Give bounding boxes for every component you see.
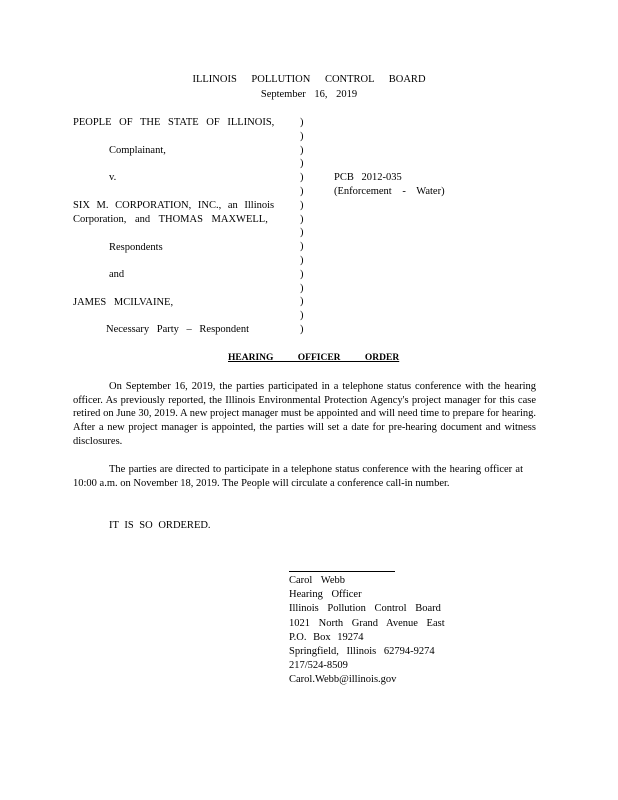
respondents-line2: Corporation, and THOMAS MAXWELL, xyxy=(73,214,268,225)
agency-heading: ILLINOIS POLLUTION CONTROL BOARD xyxy=(192,74,426,85)
signer-address1: 1021 North Grand Avenue East xyxy=(289,617,445,629)
signer-title: Hearing Officer xyxy=(289,589,362,601)
versus-label: v. xyxy=(109,172,117,183)
order-paragraph-2: The parties are directed to participate in a telephone status conference with the hearing officer at 10:00 a.m. on November 18, 2019. The People will circulate a conference call-in number. xyxy=(73,464,523,489)
signer-address2: P.O. Box 19274 xyxy=(289,631,364,643)
complainant-role: Complainant, xyxy=(109,145,166,156)
order-date: September 16, 2019 xyxy=(260,89,358,100)
signer-agency: Illinois Pollution Control Board xyxy=(289,603,441,615)
signature-line xyxy=(289,571,395,572)
signer-city: Springfield, Illinois 62794-9274 xyxy=(289,646,435,658)
order-paragraph-1: On September 16, 2019, the parties participated in a telephone status conference with the hearing officer. As previously reported, the Illinois Environmental Protection Agency's project manager for this case retired on June 30, 2019. A new project manager must be appointed and will need time to prepare for hearing. After a new project manager is appointed, the parties will set a date for pre-hearing document and witness disclosures. xyxy=(73,381,536,447)
case-type: (Enforcement - Water) xyxy=(334,186,445,197)
signer-phone: 217/524-8509 xyxy=(289,660,348,672)
complainant-name: PEOPLE OF THE STATE OF ILLINOIS, xyxy=(73,117,275,128)
party-name: JAMES MCILVAINE, xyxy=(73,297,174,308)
and-label: and xyxy=(109,269,125,280)
order-title: HEARING OFFICER ORDER xyxy=(228,353,400,363)
caption-parentheses: ) ) ) ) ) ) ) ) ) ) ) ) ) ) ) ) xyxy=(300,117,304,335)
party-role: Necessary Party – Respondent xyxy=(106,324,250,335)
signer-email: Carol.Webb@illinois.gov xyxy=(289,674,397,686)
closing-statement: IT IS SO ORDERED. xyxy=(109,520,211,531)
signature-block xyxy=(289,574,445,688)
respondents-line1: SIX M. CORPORATION, INC., an Illinois xyxy=(73,200,275,211)
case-number: PCB 2012-035 xyxy=(334,172,402,183)
signer-name: Carol Webb xyxy=(289,575,345,586)
respondents-role: Respondents xyxy=(109,242,163,253)
